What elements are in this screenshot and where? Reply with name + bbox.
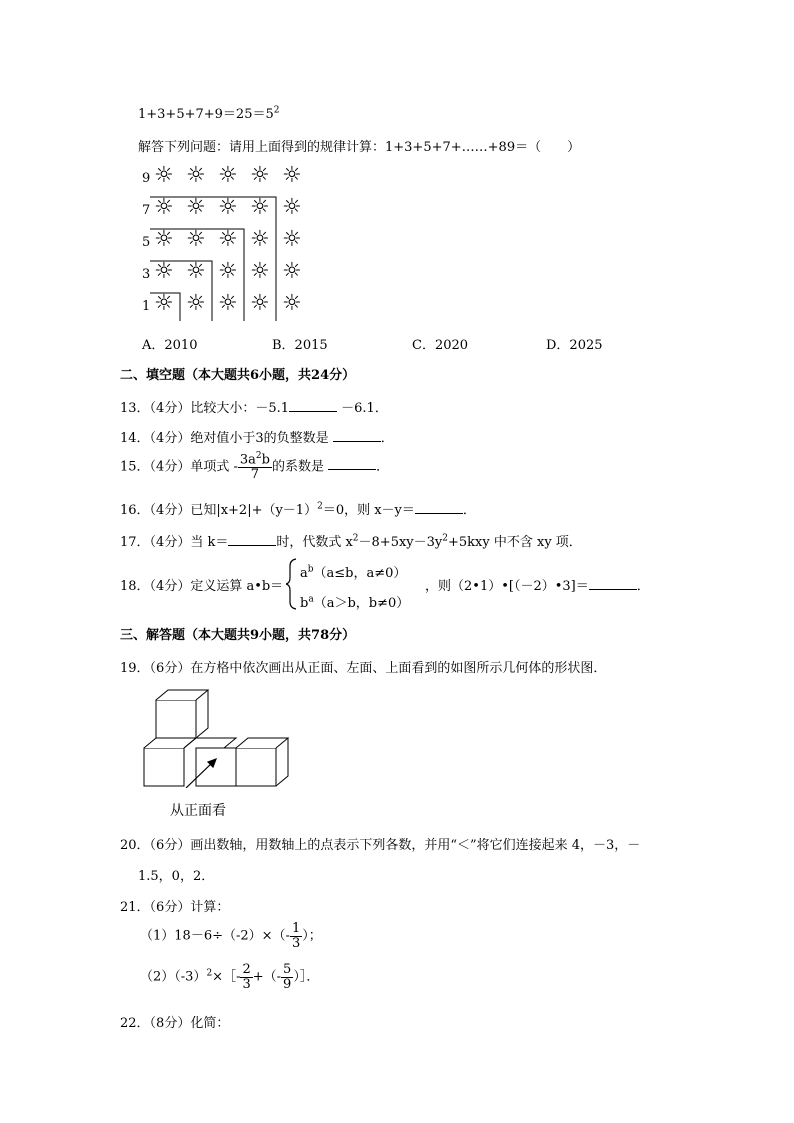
q18-case1: $a^b(a\le b$，a≠0）: [300, 564, 407, 581]
option-a: A．2010: [142, 338, 198, 353]
q17-blank: [228, 533, 276, 546]
grid-label-3: 3: [142, 267, 151, 282]
q17: 17．（4分）当 k＝ 时，代数式 $x^2-8+5xy-3y^2+5kxy$ 中不含 xy 项．: [120, 533, 582, 550]
q18-suffix: ，则（2•1）•[（－2）•3]＝ ．: [425, 579, 650, 594]
q19-text: 19．（6分）在方格中依次画出从正面、左面、上面看到的如图所示几何体的形状图．: [120, 661, 607, 676]
q18-case2: $b^a(a>b$，b≠0）: [300, 594, 410, 611]
grid-label-9: 9: [142, 171, 151, 186]
q21-p2-fraction-2: $\frac{5}{9}$: [283, 962, 292, 992]
sun-icon: ☼: [250, 259, 270, 284]
q21-title: 21．（6分）计算：: [120, 900, 230, 915]
grid-label-5: 5: [142, 235, 151, 250]
q13: 13．（4分）比较大小：－5.1 －6.1．: [120, 401, 388, 416]
sun-icon: ☼: [154, 227, 174, 252]
q13-blank: [289, 399, 337, 412]
q15: 15．（4分）单项式 - $\frac{3a^2b}{7}$ 的系数是 ．: [120, 451, 390, 482]
sun-icon: ☼: [186, 291, 206, 316]
sun-icon: ☼: [282, 163, 302, 188]
q15-blank: [328, 457, 376, 470]
option-d: D．2025: [546, 338, 603, 353]
section3-title: 三、解答题（本大题共9小题，共78分）: [120, 628, 356, 643]
q20-line1: 20．（6分）画出数轴，用数轴上的点表示下列各数，并用“＜”将它们连接起来 4，－3，－: [120, 838, 641, 853]
q21-p2-fraction-1: $\frac{2}{3}$: [242, 962, 251, 992]
sun-icon: ☼: [154, 163, 174, 188]
sun-icon: ☼: [250, 195, 270, 220]
sun-icon: ☼: [154, 291, 174, 316]
option-b: B．2015: [272, 338, 328, 353]
sun-icon: ☼: [186, 163, 206, 188]
sun-icon: ☼: [218, 163, 238, 188]
q21-p1-fraction: $\frac{1}{3}$: [291, 921, 301, 951]
section2-title: 二、填空题（本大题共6小题，共24分）: [120, 368, 356, 383]
option-c: C．2020: [412, 338, 469, 353]
cube-figure: [138, 688, 298, 788]
q21-part1: （1）18－6÷（-2）×（- $\frac{1}{3}$ ）；: [140, 921, 322, 951]
grid-label-1: 1: [142, 299, 151, 314]
q16-blank: [415, 501, 463, 514]
q12-series-line: $1+3+5+7+9=25=5^2$: [138, 105, 280, 122]
q18-blank: [589, 577, 637, 590]
q18-prefix: 18．（4分）定义运算 a•b＝: [120, 579, 284, 594]
q14: 14．（4分）绝对值小于3的负整数是 ．: [120, 431, 394, 446]
q16: 16．（4分）已知$|x+2|+(y-1)^2=0$，则 x－y＝ ．: [120, 501, 476, 518]
q21-part2: $(2)(-3)^2\times[-$ $\frac{2}{3}$ +（- $\frac{5}{9}$ ）］．: [140, 962, 320, 992]
q15-fraction: $\frac{3a^2b}{7}$: [239, 451, 270, 482]
sun-icon: ☼: [250, 163, 270, 188]
left-brace-icon: [286, 558, 298, 610]
q12-sun-grid: [140, 163, 310, 323]
sun-icon: ☼: [154, 195, 174, 220]
sun-icon: ☼: [218, 227, 238, 252]
sun-icon: ☼: [250, 227, 270, 252]
sun-icon: ☼: [218, 195, 238, 220]
sun-icon: ☼: [282, 227, 302, 252]
sun-icon: ☼: [154, 259, 174, 284]
sun-icon: ☼: [186, 195, 206, 220]
q20-line2: 1.5，0，2．: [138, 869, 215, 884]
q12-question: 解答下列问题：请用上面得到的规律计算：1+3+5+7+……+89＝（ ）: [138, 140, 581, 155]
sun-icon: ☼: [186, 259, 206, 284]
sun-icon: ☼: [218, 259, 238, 284]
sun-icon: ☼: [282, 259, 302, 284]
sun-icon: ☼: [186, 227, 206, 252]
sun-icon: ☼: [250, 291, 270, 316]
sun-icon: ☼: [282, 195, 302, 220]
sun-icon: ☼: [218, 291, 238, 316]
q14-blank: [333, 429, 381, 442]
grid-label-7: 7: [142, 203, 151, 218]
sun-icon: ☼: [282, 291, 302, 316]
front-view-caption: 从正面看: [170, 803, 226, 819]
q22-title: 22．（8分）化简：: [120, 1016, 230, 1031]
